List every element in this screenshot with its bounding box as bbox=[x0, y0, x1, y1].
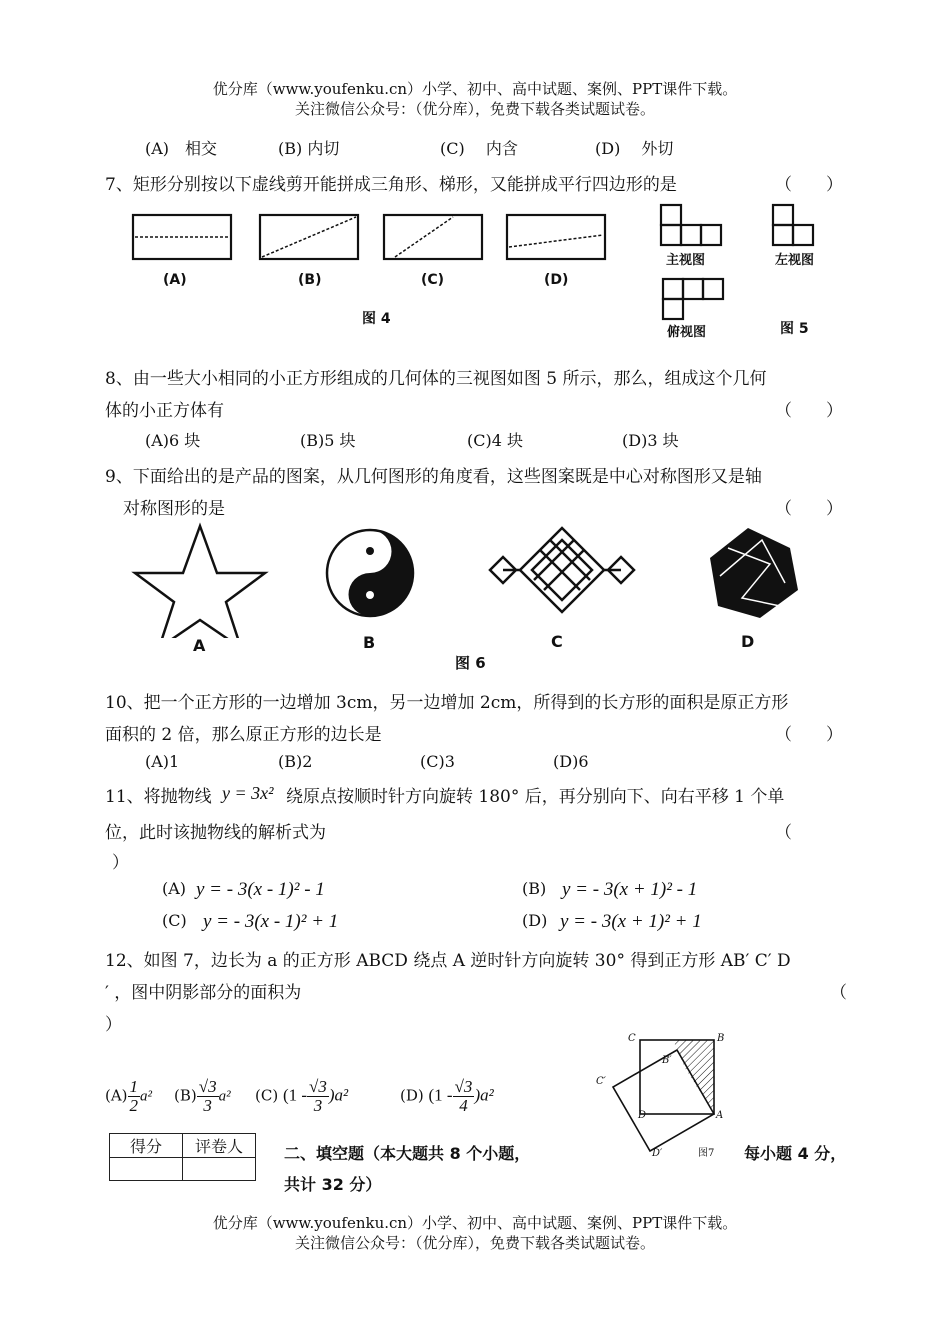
fig5-caption: 图 5 bbox=[780, 321, 809, 337]
fig7-label-b: B bbox=[717, 1033, 725, 1044]
q11-option-d-expr: y = - 3(x + 1)² + 1 bbox=[560, 911, 702, 932]
q12-option-d-den: 4 bbox=[459, 1095, 468, 1115]
q12-option-d-pre: (1 - bbox=[428, 1085, 453, 1105]
q11-formula: y = 3x² bbox=[222, 783, 274, 803]
rect-c bbox=[384, 215, 482, 259]
q8-bracket: （ ） bbox=[775, 401, 843, 421]
fig7-label-a: A bbox=[716, 1110, 724, 1121]
q12-option-c-label: (C) bbox=[255, 1086, 279, 1105]
score-header: 得分 bbox=[110, 1134, 183, 1158]
q8-option-d: (D)3 块 bbox=[622, 431, 679, 450]
q6-option-c: (C) 内含 bbox=[440, 139, 518, 158]
q11-option-d-label: (D) bbox=[522, 911, 548, 930]
fig4-label-d: (D) bbox=[544, 272, 569, 288]
star-pattern bbox=[135, 526, 265, 638]
q10-option-c: (C)3 bbox=[420, 752, 455, 771]
q8-line-2: 体的小正方体有 bbox=[105, 401, 224, 421]
q10-option-a: (A)1 bbox=[145, 752, 180, 771]
fig6-caption: 图 6 bbox=[455, 654, 486, 672]
q12-option-a-frac bbox=[128, 1078, 141, 1115]
q12-option-c bbox=[255, 1078, 348, 1115]
figure-7-rotated-squares bbox=[590, 1030, 735, 1160]
q11-option-c-label: (C) bbox=[162, 911, 187, 930]
fig6-label-d: D bbox=[741, 632, 755, 651]
q8-line-1: 8、由一些大小相同的小正方形组成的几何体的三视图如图 5 所示，那么，组成这个几何 bbox=[105, 369, 767, 389]
q10-line-1: 10、把一个正方形的一边增加 3cm，另一边增加 2cm，所得到的长方形的面积是原正方形 bbox=[105, 693, 789, 713]
rect-a bbox=[133, 215, 231, 259]
q7-text: 7、矩形分别按以下虚线剪开能拼成三角形、梯形，又能拼成平行四边形的是 bbox=[105, 175, 677, 195]
q11-option-b-label: (B) bbox=[522, 879, 547, 898]
q12-line-2: ′ ，图中阴影部分的面积为 bbox=[105, 983, 302, 1003]
rect-d bbox=[507, 215, 605, 259]
q12-option-a-tail: a² bbox=[140, 1088, 153, 1105]
q12-option-b-tail: a² bbox=[218, 1088, 231, 1105]
q10-bracket: （ ） bbox=[775, 725, 843, 745]
fig4-label-c: (C) bbox=[421, 272, 445, 288]
section-2-heading-part-1: 二、填空题（本大题共 8 个小题， bbox=[284, 1144, 531, 1163]
q11-line-2: 位，此时该抛物线的解析式为 bbox=[105, 823, 326, 843]
q6-option-b: (B) 内切 bbox=[278, 139, 340, 158]
q12-bracket-open: （ bbox=[830, 983, 847, 1003]
header-line-2: 关注微信公众号：（优分库），免费下载各类试题试卷。 bbox=[294, 100, 655, 118]
fig7-label-bp: B′ bbox=[662, 1055, 672, 1066]
figure-6-patterns bbox=[130, 518, 830, 638]
q11-bracket-close: ） bbox=[112, 853, 129, 873]
hexagon-pattern bbox=[710, 528, 798, 618]
q11-option-a-label: (A) bbox=[162, 879, 187, 898]
q9-line-2: 对称图形的是 bbox=[123, 499, 225, 519]
q12-option-d-frac bbox=[453, 1078, 475, 1115]
fig6-label-a: A bbox=[193, 636, 206, 655]
q11-option-a-expr: y = - 3(x - 1)² - 1 bbox=[196, 879, 325, 900]
section-2-heading-part-3: 共计 32 分） bbox=[284, 1175, 382, 1194]
q10-line-2: 面积的 2 倍，那么原正方形的边长是 bbox=[105, 725, 382, 745]
q9-bracket: （ ） bbox=[775, 499, 843, 519]
q12-option-d bbox=[400, 1078, 494, 1115]
fig7-label-cp: C′ bbox=[596, 1076, 606, 1087]
q12-option-c-num: √3 bbox=[309, 1077, 327, 1096]
fig6-label-b: B bbox=[363, 633, 376, 652]
q9-line-1: 9、下面给出的是产品的图案，从几何图形的角度看，这些图案既是中心对称图形又是轴 bbox=[105, 467, 762, 487]
fig4-caption: 图 4 bbox=[362, 311, 391, 327]
header-line-1: 优分库（www.youfenku.cn）小学、初中、高中试题、案例、PPT课件下载。 bbox=[212, 80, 738, 98]
q12-option-c-den: 3 bbox=[313, 1095, 323, 1115]
fig4-label-a: (A) bbox=[163, 272, 187, 288]
q7-bracket: （ ） bbox=[775, 175, 843, 195]
q12-bracket-close: ） bbox=[105, 1015, 122, 1035]
fig7-label-dp: D′ bbox=[652, 1148, 663, 1159]
fig4-label-b: (B) bbox=[298, 272, 322, 288]
q12-option-d-num: √3 bbox=[454, 1077, 473, 1096]
q12-option-b-num: √3 bbox=[198, 1077, 217, 1096]
grader-cell[interactable] bbox=[183, 1158, 256, 1181]
footer-line-2: 关注微信公众号：（优分库），免费下载各类试题试卷。 bbox=[294, 1234, 655, 1252]
q12-option-b bbox=[174, 1078, 231, 1115]
q11-prefix: 11、将抛物线 bbox=[105, 787, 212, 807]
fig5-left-view: 左视图 bbox=[775, 253, 815, 268]
fig7-label-d: D bbox=[638, 1110, 647, 1121]
q12-option-b-label: (B) bbox=[174, 1086, 197, 1105]
fig5-main-view: 主视图 bbox=[666, 253, 706, 268]
q12-option-c-tail: )a² bbox=[328, 1085, 349, 1105]
q12-option-a-label: (A) bbox=[105, 1086, 128, 1105]
q6-option-a: (A) 相交 bbox=[145, 139, 218, 158]
q8-option-a: (A)6 块 bbox=[145, 431, 201, 450]
q10-option-b: (B)2 bbox=[278, 752, 313, 771]
q6-option-d: (D) 外切 bbox=[595, 139, 674, 158]
yin-yang-pattern bbox=[327, 530, 413, 616]
q12-option-a bbox=[105, 1078, 152, 1115]
knot-pattern bbox=[490, 528, 634, 612]
fig5-top-view: 俯视图 bbox=[667, 325, 707, 340]
fig7-caption: 图7 bbox=[698, 1148, 715, 1159]
q12-option-d-tail: )a² bbox=[474, 1085, 494, 1105]
q12-option-c-frac bbox=[307, 1078, 329, 1115]
q12-option-b-den: 3 bbox=[203, 1095, 212, 1115]
score-table bbox=[109, 1133, 256, 1181]
q12-option-b-frac bbox=[197, 1078, 219, 1115]
q12-option-a-num: 1 bbox=[129, 1077, 139, 1096]
q8-option-c: (C)4 块 bbox=[467, 431, 523, 450]
q11-bracket-open: （ bbox=[775, 823, 792, 843]
q11-option-b-expr: y = - 3(x + 1)² - 1 bbox=[562, 879, 698, 900]
q12-line-1: 12、如图 7，边长为 a 的正方形 ABCD 绕点 A 逆时针方向旋转 30° 得到正方形 AB′ C′ D bbox=[105, 951, 791, 971]
q12-option-c-pre: (1 - bbox=[282, 1085, 308, 1105]
section-2-heading-part-2: 每小题 4 分， bbox=[744, 1144, 847, 1163]
fig7-label-c: C bbox=[628, 1033, 636, 1044]
score-cell[interactable] bbox=[110, 1158, 183, 1181]
q11-option-c-expr: y = - 3(x - 1)² + 1 bbox=[203, 911, 339, 932]
footer-line-1: 优分库（www.youfenku.cn）小学、初中、高中试题、案例、PPT课件下载。 bbox=[212, 1214, 738, 1232]
grader-header: 评卷人 bbox=[183, 1134, 256, 1158]
q8-option-b: (B)5 块 bbox=[300, 431, 356, 450]
fig6-label-c: C bbox=[551, 632, 563, 651]
rect-b bbox=[260, 215, 358, 259]
q11-suffix: 绕原点按顺时针方向旋转 180° 后，再分别向下、向右平移 1 个单 bbox=[286, 787, 785, 807]
q10-option-d: (D)6 bbox=[553, 752, 589, 771]
q12-option-a-den: 2 bbox=[129, 1095, 139, 1115]
q12-option-d-label: (D) bbox=[400, 1086, 424, 1105]
